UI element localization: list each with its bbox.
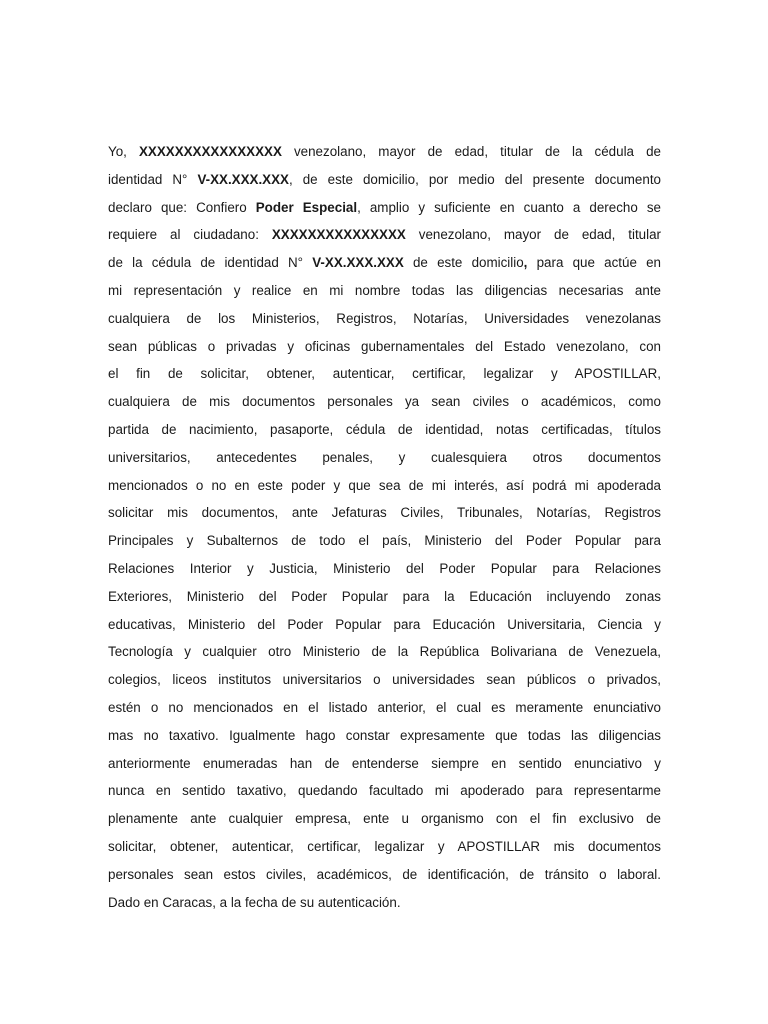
document-line: [108, 360, 661, 388]
document-line: [108, 333, 661, 361]
text-segment: Relaciones Interior y Justicia, Ministerio del Poder Popular para Relaciones: [108, 560, 661, 576]
text-segment: identidad N°: [108, 171, 198, 187]
document-line: [108, 611, 661, 639]
document-line: [108, 750, 661, 778]
document-line: [108, 166, 661, 194]
text-segment: para que actúe en: [527, 255, 661, 271]
bold-text-segment: ,: [523, 255, 528, 271]
text-segment: el fin de solicitar, obtener, autenticar, certificar, legalizar y APOSTILLAR,: [108, 366, 661, 382]
text-segment: mas no taxativo. Igualmente hago constar expresamente que todas las diligencias: [108, 727, 661, 743]
document-line: [108, 416, 661, 444]
text-segment: Yo,: [108, 144, 139, 159]
document-line: [108, 833, 661, 861]
bold-text-segment: XXXXXXXXXXXXXXX: [271, 227, 406, 243]
text-segment: cualquiera de los Ministerios, Registros, Notarías, Universidades venezolanas: [108, 310, 661, 326]
document-line: [108, 805, 661, 833]
text-segment: , de este domicilio, por medio del presente documento: [288, 171, 661, 187]
document-line: [108, 638, 661, 666]
text-segment: de la cédula de identidad N°: [108, 255, 313, 271]
text-segment: Dado en Caracas, a la fecha de su autenticación.: [108, 894, 401, 910]
document-line: [108, 583, 661, 611]
text-segment: , amplio y suficiente en cuanto a derecho se: [357, 199, 661, 215]
text-segment: universitarios, antecedentes penales, y cualesquiera otros documentos: [108, 449, 661, 465]
document-line: [108, 889, 661, 917]
document-line: [108, 527, 661, 555]
document-line: [108, 861, 661, 889]
document-line: [108, 666, 661, 694]
text-segment: partida de nacimiento, pasaporte, cédula de identidad, notas certificadas, títulos: [108, 421, 661, 437]
text-segment: estén o no mencionados en el listado anterior, el cual es meramente enunciativo: [108, 699, 661, 715]
text-segment: venezolano, mayor de edad, titular de la cédula de: [281, 144, 661, 159]
document-line: [108, 388, 661, 416]
text-segment: requiere al ciudadano:: [108, 227, 272, 243]
document-line: [108, 555, 661, 583]
text-segment: venezolano, mayor de edad, titular: [405, 227, 662, 243]
text-segment: educativas, Ministerio del Poder Popular para Educación Universitaria, Ciencia y: [108, 616, 661, 632]
text-segment: sean públicas o privadas y oficinas gubernamentales del Estado venezolano, con: [108, 338, 661, 354]
document-line: [108, 472, 661, 500]
text-segment: Principales y Subalternos de todo el país, Ministerio del Poder Popular para: [108, 533, 661, 549]
document-line: [108, 777, 661, 805]
text-segment: solicitar mis documentos, ante Jefaturas Civiles, Tribunales, Notarías, Registros: [108, 505, 661, 521]
text-segment: mencionados o no en este poder y que sea de mi interés, así podrá mi apoderada: [108, 477, 661, 493]
document-line: [108, 249, 661, 277]
bold-text-segment: V-XX.XXX.XXX: [312, 255, 404, 271]
text-segment: personales sean estos civiles, académicos, de identificación, de tránsito o laboral.: [108, 866, 661, 882]
text-segment: anteriormente enumeradas han de entenderse siempre en sentido enunciativo y: [108, 755, 661, 771]
document-line: [108, 694, 661, 722]
document-line: [108, 499, 661, 527]
bold-text-segment: Poder Especial: [255, 199, 358, 215]
text-segment: nunca en sentido taxativo, quedando facultado mi apoderado para representarme: [108, 783, 661, 799]
bold-text-segment: V-XX.XXX.XXX: [197, 171, 289, 187]
text-segment: plenamente ante cualquier empresa, ente u organismo con el fin exclusivo de: [108, 811, 661, 827]
text-segment: cualquiera de mis documentos personales ya sean civiles o académicos, como: [108, 394, 661, 410]
text-segment: solicitar, obtener, autenticar, certificar, legalizar y APOSTILLAR mis documentos: [108, 838, 661, 854]
text-segment: declaro que: Confiero: [108, 199, 256, 215]
bold-text-segment: XXXXXXXXXXXXXXXX: [138, 144, 282, 159]
document-line: [108, 277, 661, 305]
text-segment: Exteriores, Ministerio del Poder Popular para la Educación incluyendo zonas: [108, 588, 661, 604]
document-line: [108, 722, 661, 750]
document-line: [108, 444, 661, 472]
document-line: [108, 221, 661, 249]
power-of-attorney-text: [108, 138, 661, 916]
text-segment: colegios, liceos institutos universitarios o universidades sean públicos o privados,: [108, 672, 661, 688]
document-line: [108, 138, 661, 166]
text-segment: mi representación y realice en mi nombre todas las diligencias necesarias ante: [108, 282, 661, 298]
text-segment: de este domicilio: [403, 255, 524, 271]
document-line: [108, 194, 661, 222]
document-line: [108, 305, 661, 333]
text-segment: Tecnología y cualquier otro Ministerio de la República Bolivariana de Venezuela,: [108, 644, 661, 660]
